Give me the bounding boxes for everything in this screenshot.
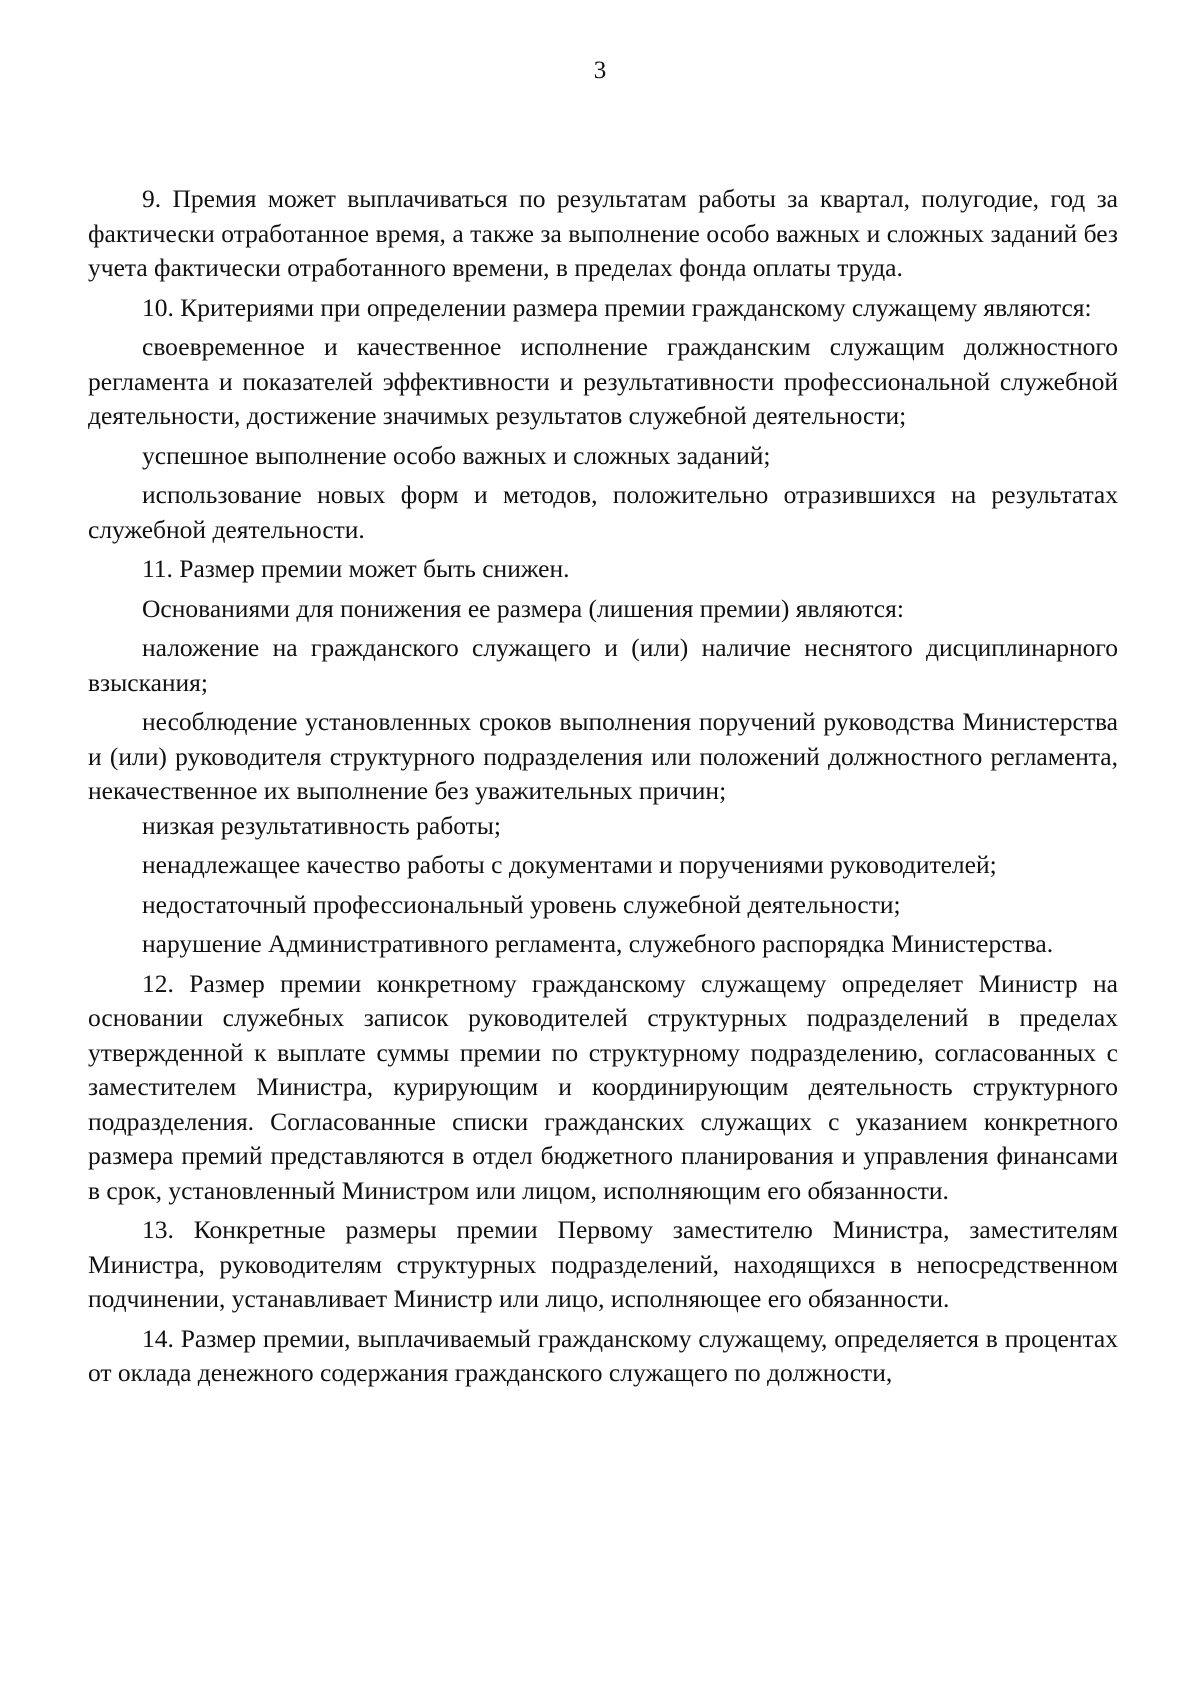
grounds-item-2: несоблюдение установленных сроков выполнения поручений руководства Министерства и (или) руководителя структурного подразделения или положений должностного регламента, некачественное их выполнение без уважительных причин;: [88, 707, 1118, 805]
paragraph-12: 12. Размер премии конкретному гражданскому служащему определяет Министр на основании служебных записок руководителей структурных подразделений в пределах утвержденной к выплате суммы премии по структурному подразделению, согласованных с заместителем Министра, курирующим и координирующим деятельность структурного подразделения. Согласованные списки гражданских служащих с указанием конкретного размера премий представляются в отдел бюджетного планирования и управления финансами в срок, установленный Министром или лицом, исполняющим его обязанности.: [88, 968, 1118, 1205]
grounds-item-5: недостаточный профессиональный уровень служебной деятельности;: [142, 889, 901, 919]
page-number: 3: [593, 57, 607, 84]
grounds-intro: Основаниями для понижения ее размера (лишения премии) являются:: [142, 593, 904, 623]
paragraph-11: 11. Размер премии может быть снижен.: [142, 554, 570, 583]
grounds-item-1: наложение на гражданского служащего и (или) наличие неснятого дисциплинарного взыскания;: [88, 633, 1118, 697]
paragraph-9: 9. Премия может выплачиваться по результатам работы за квартал, полугодие, год за фактически отработанное время, а также за выполнение особо важных и сложных заданий без учета фактически отработанного времени, в пределах фонда оплаты труда.: [88, 184, 1118, 282]
criteria-item-1: своевременное и качественное исполнение гражданским служащим должностного регламента и показателей эффективности и результативности профессиональной служебной деятельности, достижение значимых результатов служебной деятельности;: [88, 332, 1118, 430]
paragraph-10: 10. Критериями при определении размера премии гражданскому служащему являются:: [142, 292, 1092, 322]
paragraph-13: 13. Конкретные размеры премии Первому заместителю Министра, заместителям Министра, руководителям структурных подразделений, находящихся в непосредственном подчинении, устанавливает Министр или лицо, исполняющее его обязанности.: [88, 1215, 1118, 1313]
grounds-item-4: ненадлежащее качество работы с документами и поручениями руководителей;: [142, 850, 997, 879]
grounds-item-3: низкая результативность работы;: [142, 810, 501, 840]
criteria-item-2: успешное выполнение особо важных и сложных заданий;: [142, 440, 771, 470]
paragraph-14: 14. Размер премии, выплачиваемый гражданскому служащему, определяется в процентах от оклада денежного содержания гражданского служащего по должности,: [88, 1323, 1118, 1387]
criteria-item-3: использование новых форм и методов, положительно отразившихся на результатах служебной деятельности.: [88, 480, 1118, 544]
document-body: [88, 182, 1118, 1391]
grounds-item-6: нарушение Административного регламента, служебного распорядка Министерства.: [142, 929, 1054, 958]
